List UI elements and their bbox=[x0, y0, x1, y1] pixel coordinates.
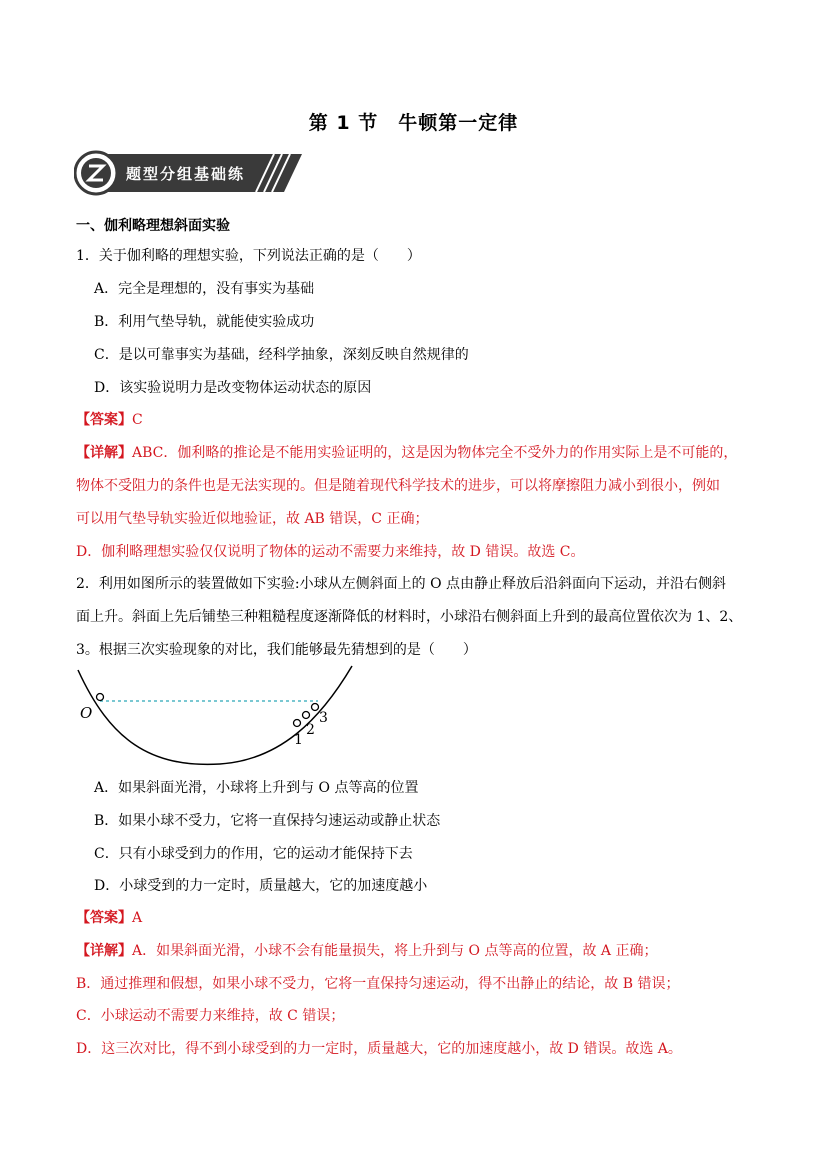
q2-stem-line-3: 3。根据三次实验现象的对比，我们能够最先猜想到的是（ ） bbox=[76, 642, 477, 658]
label-o: O bbox=[80, 704, 93, 722]
q2-answer-label: 【答案】 bbox=[76, 910, 132, 926]
q2-explanation-line-4: D．这三次对比，得不到小球受到的力一定时，质量越大，它的加速度越小，故 D 错误。故选 A。 bbox=[76, 1041, 682, 1057]
q1-explain-text-1: ABC．伽利略的推论是不能用实验证明的，这是因为物体完全不受外力的作用实际上是不可能的， bbox=[132, 445, 738, 461]
q2-option-b: B．如果小球不受力，它将一直保持匀速运动或静止状态 bbox=[94, 813, 441, 829]
ball-start bbox=[97, 694, 104, 701]
q1-answer-value: C bbox=[132, 412, 143, 428]
q2-explain-label: 【详解】 bbox=[76, 943, 132, 959]
q1-explain-label: 【详解】 bbox=[76, 445, 132, 461]
ball-position-2 bbox=[303, 712, 310, 719]
q1-explanation-line-2: 物体不受阻力的条件也是无法实现的。但是随着现代科学技术的进步，可以将摩擦阻力减小到很小，例如 bbox=[76, 478, 720, 494]
q1-answer-label: 【答案】 bbox=[76, 412, 132, 428]
q2-option-c: C．只有小球受到力的作用，它的运动才能保持下去 bbox=[94, 846, 413, 862]
q1-option-a: A．完全是理想的，没有事实为基础 bbox=[94, 281, 315, 297]
q2-stem-line-1: 2．利用如图所示的装置做如下实验:小球从左侧斜面上的 O 点由静止释放后沿斜面向下运动，并沿右侧斜 bbox=[76, 576, 726, 592]
q1-option-d: D．该实验说明力是改变物体运动状态的原因 bbox=[94, 380, 372, 396]
q2-explain-text-1: A．如果斜面光滑，小球不会有能量损失，将上升到与 O 点等高的位置，故 A 正确； bbox=[132, 943, 658, 959]
q1-explanation-line-1 bbox=[76, 443, 737, 463]
q1-option-c: C．是以可靠事实为基础，经科学抽象，深刻反映自然规律的 bbox=[94, 347, 469, 363]
q2-answer-value: A bbox=[132, 910, 143, 926]
section-heading: 一、伽利略理想斜面实验 bbox=[76, 218, 230, 234]
q2-stem-line-2: 面上升。斜面上先后铺垫三种粗糙程度逐渐降低的材料时，小球沿右侧斜面上升到的最高位置依次为 1、2、 bbox=[76, 609, 743, 625]
ball-position-3 bbox=[312, 704, 319, 711]
label-2: 2 bbox=[306, 722, 315, 738]
section-banner bbox=[74, 150, 310, 196]
q2-option-d: D．小球受到的力一定时，质量越大，它的加速度越小 bbox=[94, 878, 428, 894]
q2-explanation-line-3: C．小球运动不需要力来维持，故 C 错误； bbox=[76, 1008, 345, 1024]
q2-explanation-line-2: B．通过推理和假想，如果小球不受力，它将一直保持匀速运动，得不出静止的结论，故 B 错误； bbox=[76, 976, 680, 992]
incline-figure bbox=[70, 660, 370, 770]
q1-option-b: B．利用气垫导轨，就能使实验成功 bbox=[94, 314, 315, 330]
label-1: 1 bbox=[294, 732, 303, 748]
page-title: 第 1 节 牛顿第一定律 bbox=[308, 112, 519, 134]
q2-answer bbox=[76, 908, 142, 928]
banner-label: 题型分组基础练 bbox=[126, 165, 246, 183]
question-1-stem: 1．关于伽利略的理想实验，下列说法正确的是（ ） bbox=[76, 248, 421, 264]
q1-explanation-line-3: 可以用气垫导轨实验近似地验证，故 AB 错误，C 正确； bbox=[76, 511, 429, 527]
ball-position-1 bbox=[294, 720, 301, 727]
q1-explanation-line-4: D．伽利略理想实验仅仅说明了物体的运动不需要力来维持，故 D 错误。故选 C。 bbox=[76, 544, 585, 560]
label-3: 3 bbox=[319, 710, 328, 726]
q1-answer bbox=[76, 410, 143, 430]
q2-explanation-line-1 bbox=[76, 941, 658, 961]
q2-option-a: A．如果斜面光滑，小球将上升到与 O 点等高的位置 bbox=[94, 780, 419, 796]
